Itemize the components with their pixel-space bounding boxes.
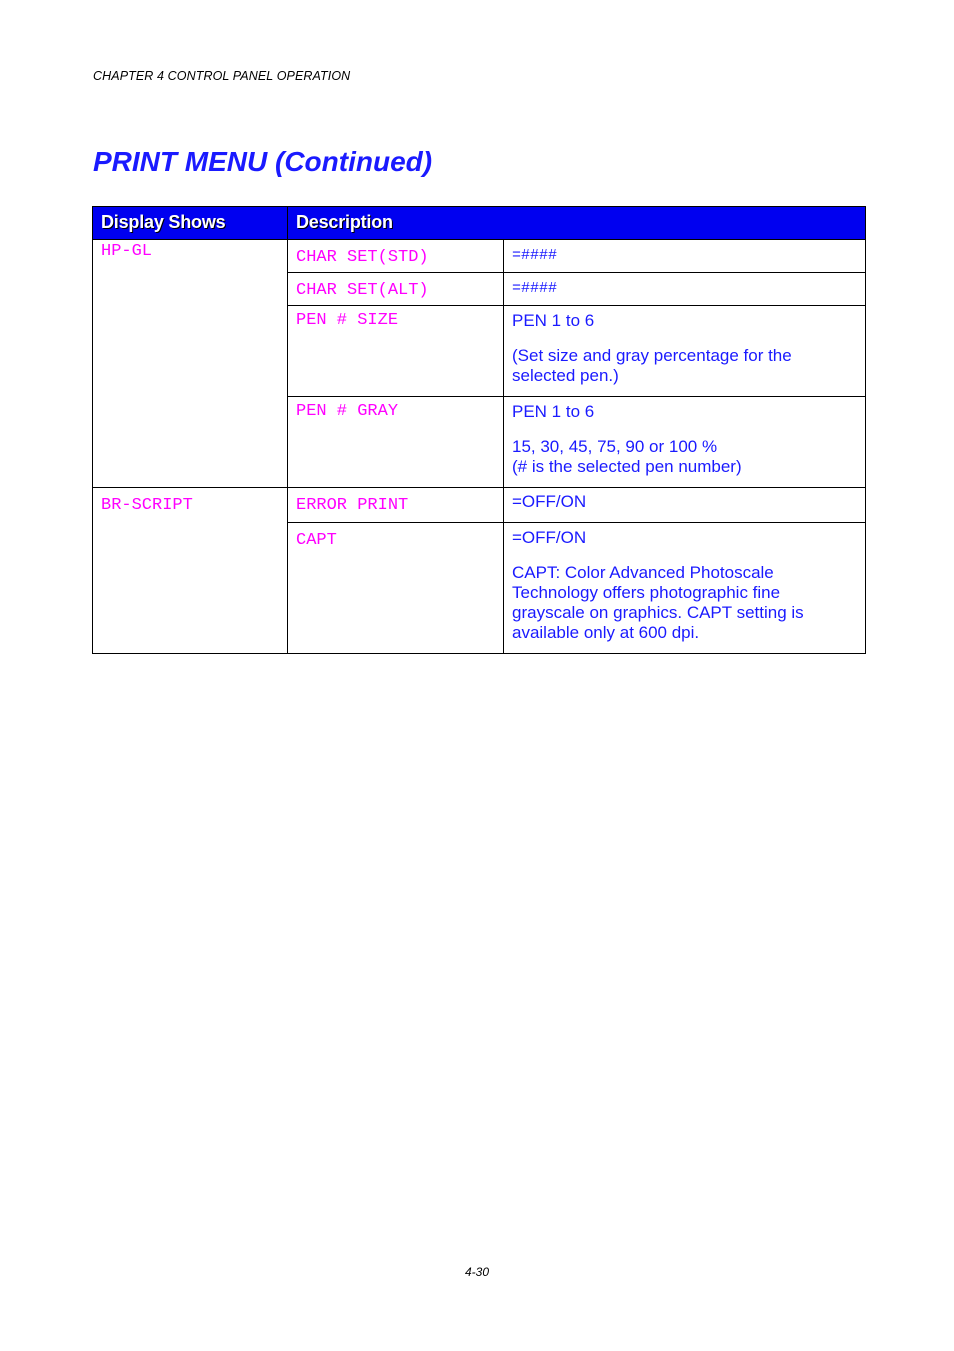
table-header-row [93,207,866,240]
value-text: =OFF/ON [512,528,587,547]
value-cell [504,397,866,488]
setting-label: CHAR SET(STD) [296,248,429,267]
setting-cell [288,523,504,654]
display-cell-hp-gl [93,240,288,488]
value-cell [504,240,866,273]
table-row [93,240,866,273]
setting-label: CAPT [296,531,337,550]
value-note-line: 15, 30, 45, 75, 90 or 100 % [512,437,718,456]
value-cell [504,273,866,306]
setting-cell [288,240,504,273]
setting-label: PEN # GRAY [296,402,399,421]
value-text: =OFF/ON [512,492,587,511]
page-title: PRINT MENU (Continued) [93,146,433,177]
value-note: (Set size and gray percentage for the selected pen.) [512,346,792,385]
value-note-line: (# is the selected pen number) [512,457,742,476]
setting-label: PEN # SIZE [296,311,399,330]
setting-cell [288,273,504,306]
value-cell [504,488,866,523]
print-menu-table [92,206,866,654]
page-number: 4-30 [464,1265,490,1279]
display-cell-br-script [93,488,288,654]
value-note: CAPT: Color Advanced Photoscale Technology offers photographic fine grayscale on graphics. CAPT setting is available only at 600 dpi. [512,563,804,642]
table-row [93,488,866,523]
display-value: HP-GL [101,242,153,261]
setting-cell [288,397,504,488]
setting-label: CHAR SET(ALT) [296,281,429,300]
display-value: BR-SCRIPT [101,496,193,515]
value-cell [504,306,866,397]
chapter-header: CHAPTER 4 CONTROL PANEL OPERATION [93,69,351,83]
value-text: PEN 1 to 6 [512,402,595,421]
column-header-display-shows: Display Shows [93,207,288,240]
value-cell [504,523,866,654]
value-text: =#### [512,280,558,297]
value-text: PEN 1 to 6 [512,311,595,330]
value-text: =#### [512,247,558,264]
value-note [512,437,857,477]
setting-label: ERROR PRINT [296,496,409,515]
column-header-description: Description [288,207,866,240]
setting-cell [288,488,504,523]
setting-cell [288,306,504,397]
